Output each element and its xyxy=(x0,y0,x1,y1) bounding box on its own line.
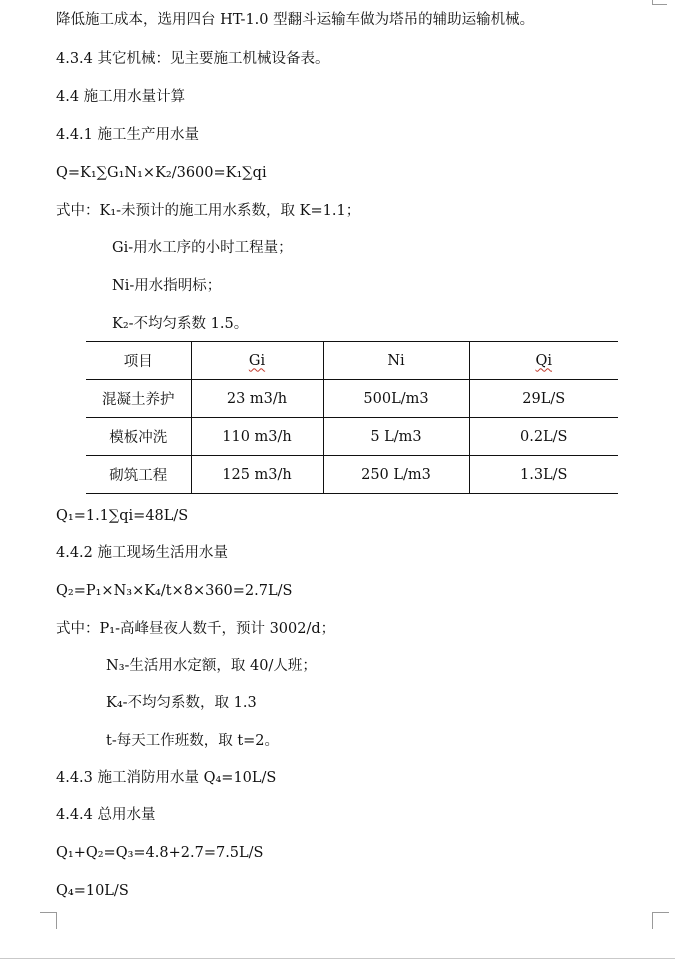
table-cell: 110 m3/h xyxy=(191,418,323,456)
table-cell: 23 m3/h xyxy=(191,380,323,418)
table-cell: 500L/m3 xyxy=(323,380,469,418)
section-heading: 4.4 施工用水量计算 xyxy=(56,89,186,105)
section-heading: 4.4.3 施工消防用水量 Q₄=10L/S xyxy=(56,770,277,786)
definition-line: 式中：P₁-高峰昼夜人数千，预计 3002/d； xyxy=(56,621,336,637)
table-row xyxy=(86,380,618,418)
table-cell: 125 m3/h xyxy=(191,456,323,494)
definition-line: 式中：K₁-未预计的施工用水系数，取 K=1.1； xyxy=(56,203,361,219)
table-cell: 混凝土养护 xyxy=(86,380,191,418)
page-bottom-edge xyxy=(0,958,675,959)
table-header-cell xyxy=(469,342,618,380)
header-text: Gi xyxy=(248,352,266,369)
table-header-cell: Ni xyxy=(323,342,469,380)
table-header-cell xyxy=(191,342,323,380)
section-heading: 4.4.2 施工现场生活用水量 xyxy=(56,545,229,561)
section-heading: 4.4.4 总用水量 xyxy=(56,807,156,823)
formula-line: Q=K₁∑G₁N₁×K₂/3600=K₁∑qi xyxy=(56,165,267,181)
header-text: Qi xyxy=(535,352,553,369)
table-cell: 250 L/m3 xyxy=(323,456,469,494)
definition-line: Ni-用水指明标； xyxy=(112,278,222,294)
table-cell: 砌筑工程 xyxy=(86,456,191,494)
crop-mark-bottom-right xyxy=(652,912,669,929)
formula-line: Q₁=1.1∑qi=48L/S xyxy=(56,508,189,524)
table-cell: 1.3L/S xyxy=(469,456,618,494)
definition-line: Gi-用水工序的小时工程量； xyxy=(112,240,293,256)
formula-line: Q₄=10L/S xyxy=(56,883,129,899)
paragraph-text: 降低施工成本，选用四台 HT-1.0 型翻斗运输车做为塔吊的辅助运输机械。 xyxy=(56,12,535,28)
table-row xyxy=(86,456,618,494)
table-cell: 29L/S xyxy=(469,380,618,418)
table-cell: 0.2L/S xyxy=(469,418,618,456)
crop-mark-bottom-left xyxy=(40,912,57,929)
table-row xyxy=(86,418,618,456)
definition-line: K₂-不均匀系数 1.5。 xyxy=(112,316,249,332)
definition-line: t-每天工作班数，取 t=2。 xyxy=(106,733,280,749)
crop-mark-top-right xyxy=(652,0,667,5)
table-cell: 5 L/m3 xyxy=(323,418,469,456)
section-heading: 4.3.4 其它机械：见主要施工机械设备表。 xyxy=(56,51,330,67)
formula-line: Q₂=P₁×N₃×K₄/t×8×360=2.7L/S xyxy=(56,583,293,599)
table-header-cell: 项目 xyxy=(86,342,191,380)
table-header-row xyxy=(86,342,618,380)
definition-line: N₃-生活用水定额，取 40/人班； xyxy=(106,658,317,674)
section-heading: 4.4.1 施工生产用水量 xyxy=(56,127,200,143)
water-usage-table xyxy=(86,341,618,494)
table-cell: 模板冲洗 xyxy=(86,418,191,456)
formula-line: Q₁+Q₂=Q₃=4.8+2.7=7.5L/S xyxy=(56,845,264,861)
definition-line: K₄-不均匀系数，取 1.3 xyxy=(106,695,257,711)
